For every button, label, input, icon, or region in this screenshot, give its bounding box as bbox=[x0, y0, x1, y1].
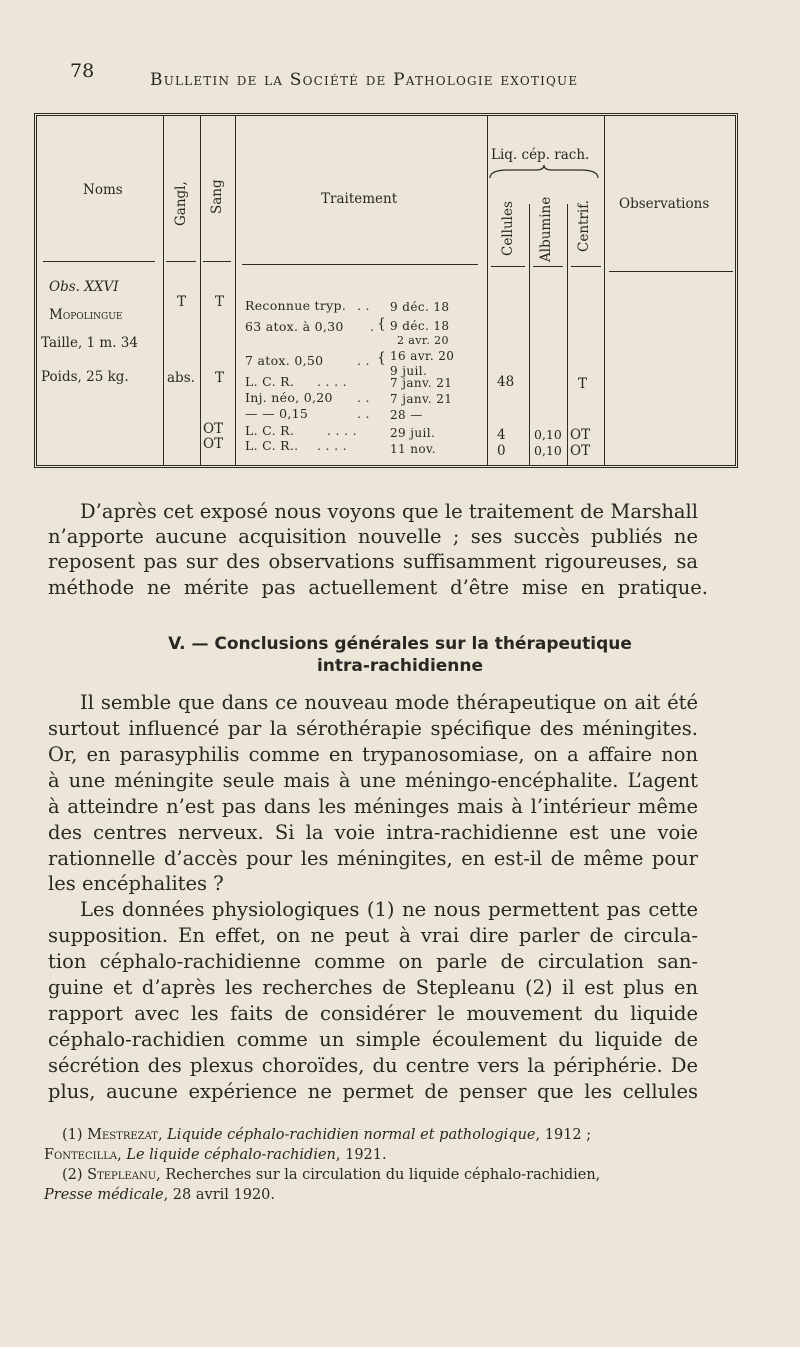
col-rule bbox=[235, 116, 236, 465]
header-traitement: Traitement bbox=[321, 191, 398, 207]
patient-poids: Poids, 25 kg. bbox=[41, 369, 129, 385]
footnote-1-cont bbox=[44, 1147, 704, 1163]
running-head: Bulletin de la Société de Pathologie exotique bbox=[150, 70, 579, 90]
leader-dots: . . bbox=[357, 406, 370, 421]
text-line: à une méningite seule mais à une méningo-encéphalite. L’agent bbox=[48, 769, 698, 792]
text-line: reposent pas sur des observations suffisamment rigoureuses, sa bbox=[48, 550, 698, 573]
footnote-1 bbox=[62, 1127, 722, 1143]
footnote-author: Mestrezat, bbox=[87, 1127, 168, 1143]
gangl-value: abs. bbox=[167, 370, 195, 386]
header-rule bbox=[609, 271, 733, 272]
text-line: méthode ne mérite pas actuellement d’être mise en pratique. bbox=[48, 576, 708, 599]
text-line: Or, en parasyphilis comme en trypanosomiase, on a affaire non bbox=[48, 743, 698, 766]
brace-glyph: { bbox=[377, 350, 387, 366]
brace-glyph: { bbox=[377, 316, 387, 332]
section-heading bbox=[130, 633, 670, 677]
col-rule bbox=[567, 204, 568, 465]
leader-dots: . . bbox=[357, 298, 370, 313]
footnote-year: , 1912 ; bbox=[535, 1127, 592, 1143]
header-rule bbox=[491, 266, 525, 267]
date-entry: 11 nov. bbox=[390, 442, 437, 456]
header-rule bbox=[203, 261, 231, 262]
footnote-author: Fontecilla, bbox=[44, 1147, 127, 1163]
data-table bbox=[34, 113, 738, 468]
albumine-value: 0,10 bbox=[534, 443, 562, 458]
header-liq-group: Liq. cép. rach. bbox=[491, 147, 590, 163]
footnote-title: Recherches sur la circulation du liquide céphalo-rachidien, bbox=[165, 1167, 601, 1183]
patient-obs: Obs. XXVI bbox=[49, 279, 119, 295]
header-observations: Observations bbox=[619, 196, 710, 212]
text-line: des centres nerveux. Si la voie intra-rachidienne est une voie bbox=[48, 821, 698, 844]
footnote-2 bbox=[62, 1167, 722, 1183]
date-entry: 9 déc. 18 bbox=[390, 300, 450, 314]
sang-value: T bbox=[215, 370, 225, 386]
text-line: Les données physiologiques (1) ne nous permettent pas cette bbox=[80, 898, 698, 921]
text-line: plus, aucune expérience ne permet de penser que les cellules bbox=[48, 1080, 698, 1103]
section-heading-line: intra-rachidienne bbox=[316, 656, 484, 676]
cellules-value: 48 bbox=[497, 374, 515, 390]
header-albumine: Albumine bbox=[538, 196, 554, 262]
header-rule bbox=[166, 261, 196, 262]
footnote-journal: Presse médicale bbox=[44, 1187, 164, 1203]
cellules-value: 4 bbox=[497, 427, 506, 443]
col-rule bbox=[604, 116, 605, 465]
page-number: 78 bbox=[70, 60, 95, 82]
leader-dots: . . bbox=[357, 353, 370, 368]
col-rule bbox=[200, 116, 201, 465]
text-line: les encéphalites ? bbox=[48, 872, 224, 895]
header-rule bbox=[242, 264, 478, 265]
date-entry: 2 avr. 20 bbox=[397, 334, 449, 347]
sang-value: T bbox=[215, 294, 225, 310]
sang-value: OT bbox=[203, 436, 224, 452]
gangl-value: T bbox=[177, 294, 187, 310]
text-line: supposition. En effet, on ne peut à vrai dire parler de circula- bbox=[48, 924, 698, 947]
header-rule bbox=[571, 266, 601, 267]
text-line: D’après cet exposé nous voyons que le traitement de Marshall bbox=[80, 500, 698, 523]
text-line: tion céphalo-rachidienne comme on parle de circulation san- bbox=[48, 950, 698, 973]
text-line: rapport avec les faits de considérer le mouvement du liquide bbox=[48, 1002, 698, 1025]
header-rule bbox=[533, 266, 563, 267]
date-entry: 7 janv. 21 bbox=[390, 392, 453, 406]
leader-dots: . . . . bbox=[317, 438, 347, 453]
header-noms: Noms bbox=[83, 182, 123, 198]
centrif-value: OT bbox=[570, 427, 591, 443]
header-centrif: Centrif. bbox=[576, 199, 592, 252]
text-line: n’apporte aucune acquisition nouvelle ; ses succès publiés ne bbox=[48, 525, 698, 548]
footnote-author: Stepleanu, bbox=[87, 1167, 166, 1183]
footnote-2-cont bbox=[44, 1187, 704, 1203]
section-heading-line: V. — Conclusions générales sur la thérapeutique bbox=[168, 634, 632, 654]
header-gangl: Gangl, bbox=[173, 181, 189, 226]
traitement-entry: 7 atox. 0,50 bbox=[245, 353, 324, 368]
header-rule bbox=[43, 261, 155, 262]
traitement-entry: 63 atox. à 0,30 bbox=[245, 319, 344, 334]
text-line: céphalo-rachidien comme un simple écoulement du liquide de bbox=[48, 1028, 698, 1051]
leader-dots: . . bbox=[357, 390, 370, 405]
centrif-value: OT bbox=[570, 443, 591, 459]
date-entry: 29 juil. bbox=[390, 426, 436, 440]
col-rule bbox=[163, 116, 164, 465]
centrif-value: T bbox=[578, 376, 588, 392]
sang-value: OT bbox=[203, 421, 224, 437]
albumine-value: 0,10 bbox=[534, 427, 562, 442]
text-line: guine et d’après les recherches de Stepleanu (2) il est plus en bbox=[48, 976, 698, 999]
patient-taille: Taille, 1 m. 34 bbox=[41, 335, 138, 351]
footnote-title: Le liquide céphalo-rachidien bbox=[126, 1147, 336, 1163]
footnote-marker: (1) bbox=[62, 1127, 88, 1143]
date-entry: 9 déc. 18 bbox=[390, 319, 450, 333]
leader-dots: . . . . bbox=[327, 423, 357, 438]
traitement-entry: L. C. R. bbox=[245, 374, 295, 389]
footnote-title: Liquide céphalo-rachidien normal et pathologique bbox=[167, 1127, 536, 1143]
date-entry: 9 juil. bbox=[390, 364, 428, 378]
text-line: surtout influencé par la sérothérapie spécifique des méningites. bbox=[48, 717, 698, 740]
leader-dots: . . . . bbox=[317, 374, 347, 389]
traitement-entry: Reconnue tryp. bbox=[245, 298, 347, 313]
leader-dots: . bbox=[370, 319, 375, 334]
traitement-entry: Inj. néo, 0,20 bbox=[245, 390, 333, 405]
text-line: sécrétion des plexus choroïdes, du centre vers la périphérie. De bbox=[48, 1054, 698, 1077]
text-line: à atteindre n’est pas dans les méninges mais à l’intérieur même bbox=[48, 795, 698, 818]
cellules-value: 0 bbox=[497, 443, 506, 459]
date-entry: 28 — bbox=[390, 408, 423, 422]
col-rule bbox=[529, 204, 530, 465]
date-entry: 16 avr. 20 bbox=[390, 349, 455, 363]
traitement-entry: L. C. R.. bbox=[245, 438, 299, 453]
header-sang: Sang bbox=[209, 179, 225, 214]
header-brace bbox=[488, 164, 600, 180]
patient-name: Mopolingue bbox=[49, 307, 123, 323]
date-entry: 7 janv. 21 bbox=[390, 376, 453, 390]
traitement-entry: — — 0,15 bbox=[245, 406, 309, 421]
text-line: rationnelle d’accès pour les méningites, en est-il de même pour bbox=[48, 847, 698, 870]
footnote-marker: (2) bbox=[62, 1167, 88, 1183]
footnote-year: , 1921. bbox=[335, 1147, 387, 1163]
header-cellules: Cellules bbox=[500, 201, 516, 256]
traitement-entry: L. C. R. bbox=[245, 423, 295, 438]
text-line: Il semble que dans ce nouveau mode thérapeutique on ait été bbox=[80, 691, 698, 714]
footnote-date: , 28 avril 1920. bbox=[163, 1187, 276, 1203]
